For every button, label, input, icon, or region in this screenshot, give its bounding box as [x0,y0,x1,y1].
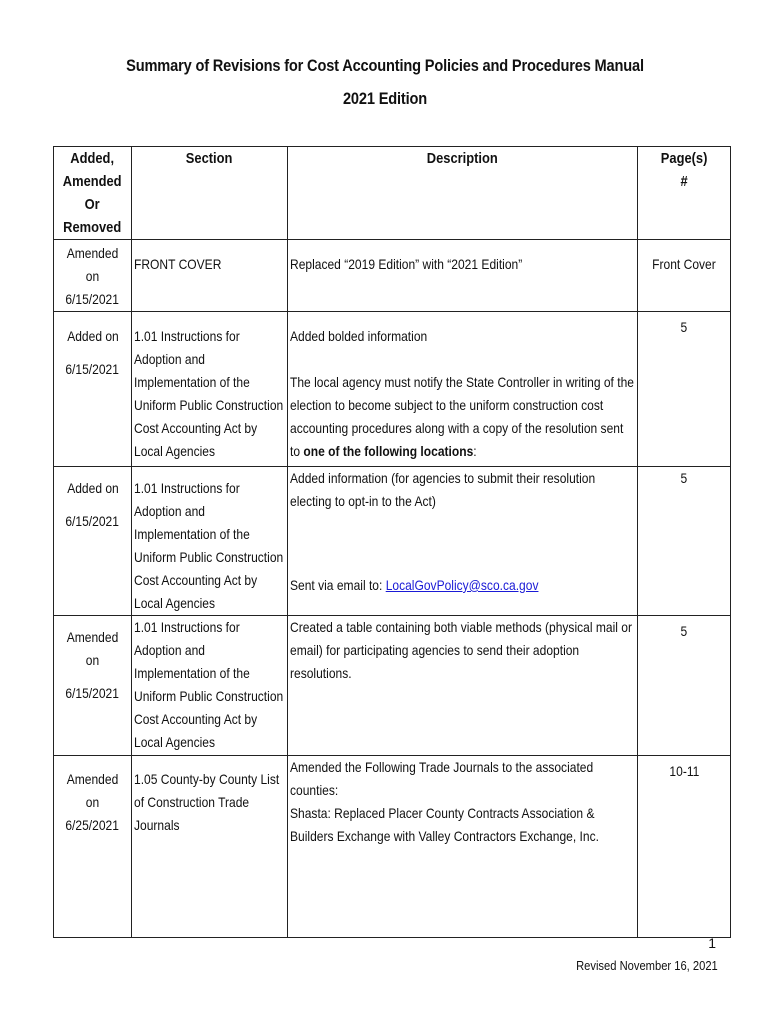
section-text: 1.05 County-by County List of Construction Trade Journals [134,771,280,833]
table-row [54,756,731,938]
column-header-status: Added, Amended Or Removed [54,147,132,240]
status-text: Added on [66,480,119,496]
pages-cell [638,756,731,938]
column-header-description: Description [288,147,638,240]
date-text: 6/15/2021 [65,513,120,529]
status-text: Amended on [66,771,119,810]
table-header-row [54,147,731,240]
status-cell [54,616,132,756]
pages-text: 5 [680,319,688,335]
description-text: Replaced “2019 Edition” with “2021 Edition” [290,256,523,272]
table-row [54,616,731,756]
pages-cell [638,240,731,312]
section-cell [132,756,288,938]
description-cell [288,240,638,312]
description-cell [288,467,638,616]
description-end: : [473,443,477,459]
column-header-section: Section [132,147,288,240]
section-cell [132,312,288,467]
pages-text: 5 [680,623,688,639]
section-text: 1.01 Instructions for Adoption and Implementation of the Uniform Public Construction Cost Accounting Act by Local Agencies [134,619,284,750]
status-cell [54,240,132,312]
description-bold: one of the following locations [303,443,474,459]
description-text: Added information (for agencies to submit their resolution electing to opt-in to the Act) [290,470,596,509]
section-cell [132,240,288,312]
status-cell [54,467,132,616]
section-text: 1.01 Instructions for Adoption and Implementation of the Uniform Public Construction Cost Accounting Act by Local Agencies [134,480,284,611]
section-text: 1.01 Instructions for Adoption and Implementation of the Uniform Public Construction Cost Accounting Act by Local Agencies [134,328,284,459]
description-intro: Added bolded information [290,328,428,344]
date-text: 6/15/2021 [65,291,120,307]
column-header-pages: Page(s) # [638,147,731,240]
pages-cell [638,467,731,616]
date-text: 6/15/2021 [65,361,120,377]
pages-text: 5 [680,470,688,486]
sent-via-line [290,574,634,597]
email-link[interactable]: LocalGovPolicy@sco.ca.gov [385,577,539,593]
document-subtitle: 2021 Edition [342,89,428,108]
status-text: Amended on [66,245,119,284]
description-body [290,325,634,463]
section-text: FRONT COVER [134,256,222,272]
table-row [54,240,731,312]
description-cell [288,312,638,467]
document-title: Summary of Revisions for Cost Accounting Policies and Procedures Manual [126,56,644,75]
status-text: Added on [66,328,119,344]
revised-date: Revised November 16, 2021 [576,958,718,973]
revisions-table [53,146,731,938]
date-text: 6/25/2021 [65,817,120,833]
section-cell [132,616,288,756]
status-cell [54,312,132,467]
section-cell [132,467,288,616]
pages-cell [638,312,731,467]
sent-via-label: Sent via email to: [290,577,386,593]
table-row [54,467,731,616]
status-cell [54,756,132,938]
table-row [54,312,731,467]
pages-cell [638,616,731,756]
description-cell [288,616,638,756]
description-text: Created a table containing both viable methods (physical mail or email) for participating agencies to send their adoption resolutions. [290,619,632,681]
status-text: Amended on [66,629,119,668]
description-paragraph: The local agency must notify the State Controller in writing of the election to become subject to the uniform construction cost accounting procedures along with a copy of the resolution sent to [290,374,634,459]
pages-text: Front Cover [652,256,716,272]
page-number: 1 [708,935,716,951]
date-text: 6/15/2021 [65,685,120,701]
description-text: Amended the Following Trade Journals to the associated counties: Shasta: Replaced Placer County Contracts Association & Builders Exchange with Valley Contractors Exchange, Inc. [290,759,599,844]
description-cell [288,756,638,938]
pages-text: 10-11 [669,763,699,779]
